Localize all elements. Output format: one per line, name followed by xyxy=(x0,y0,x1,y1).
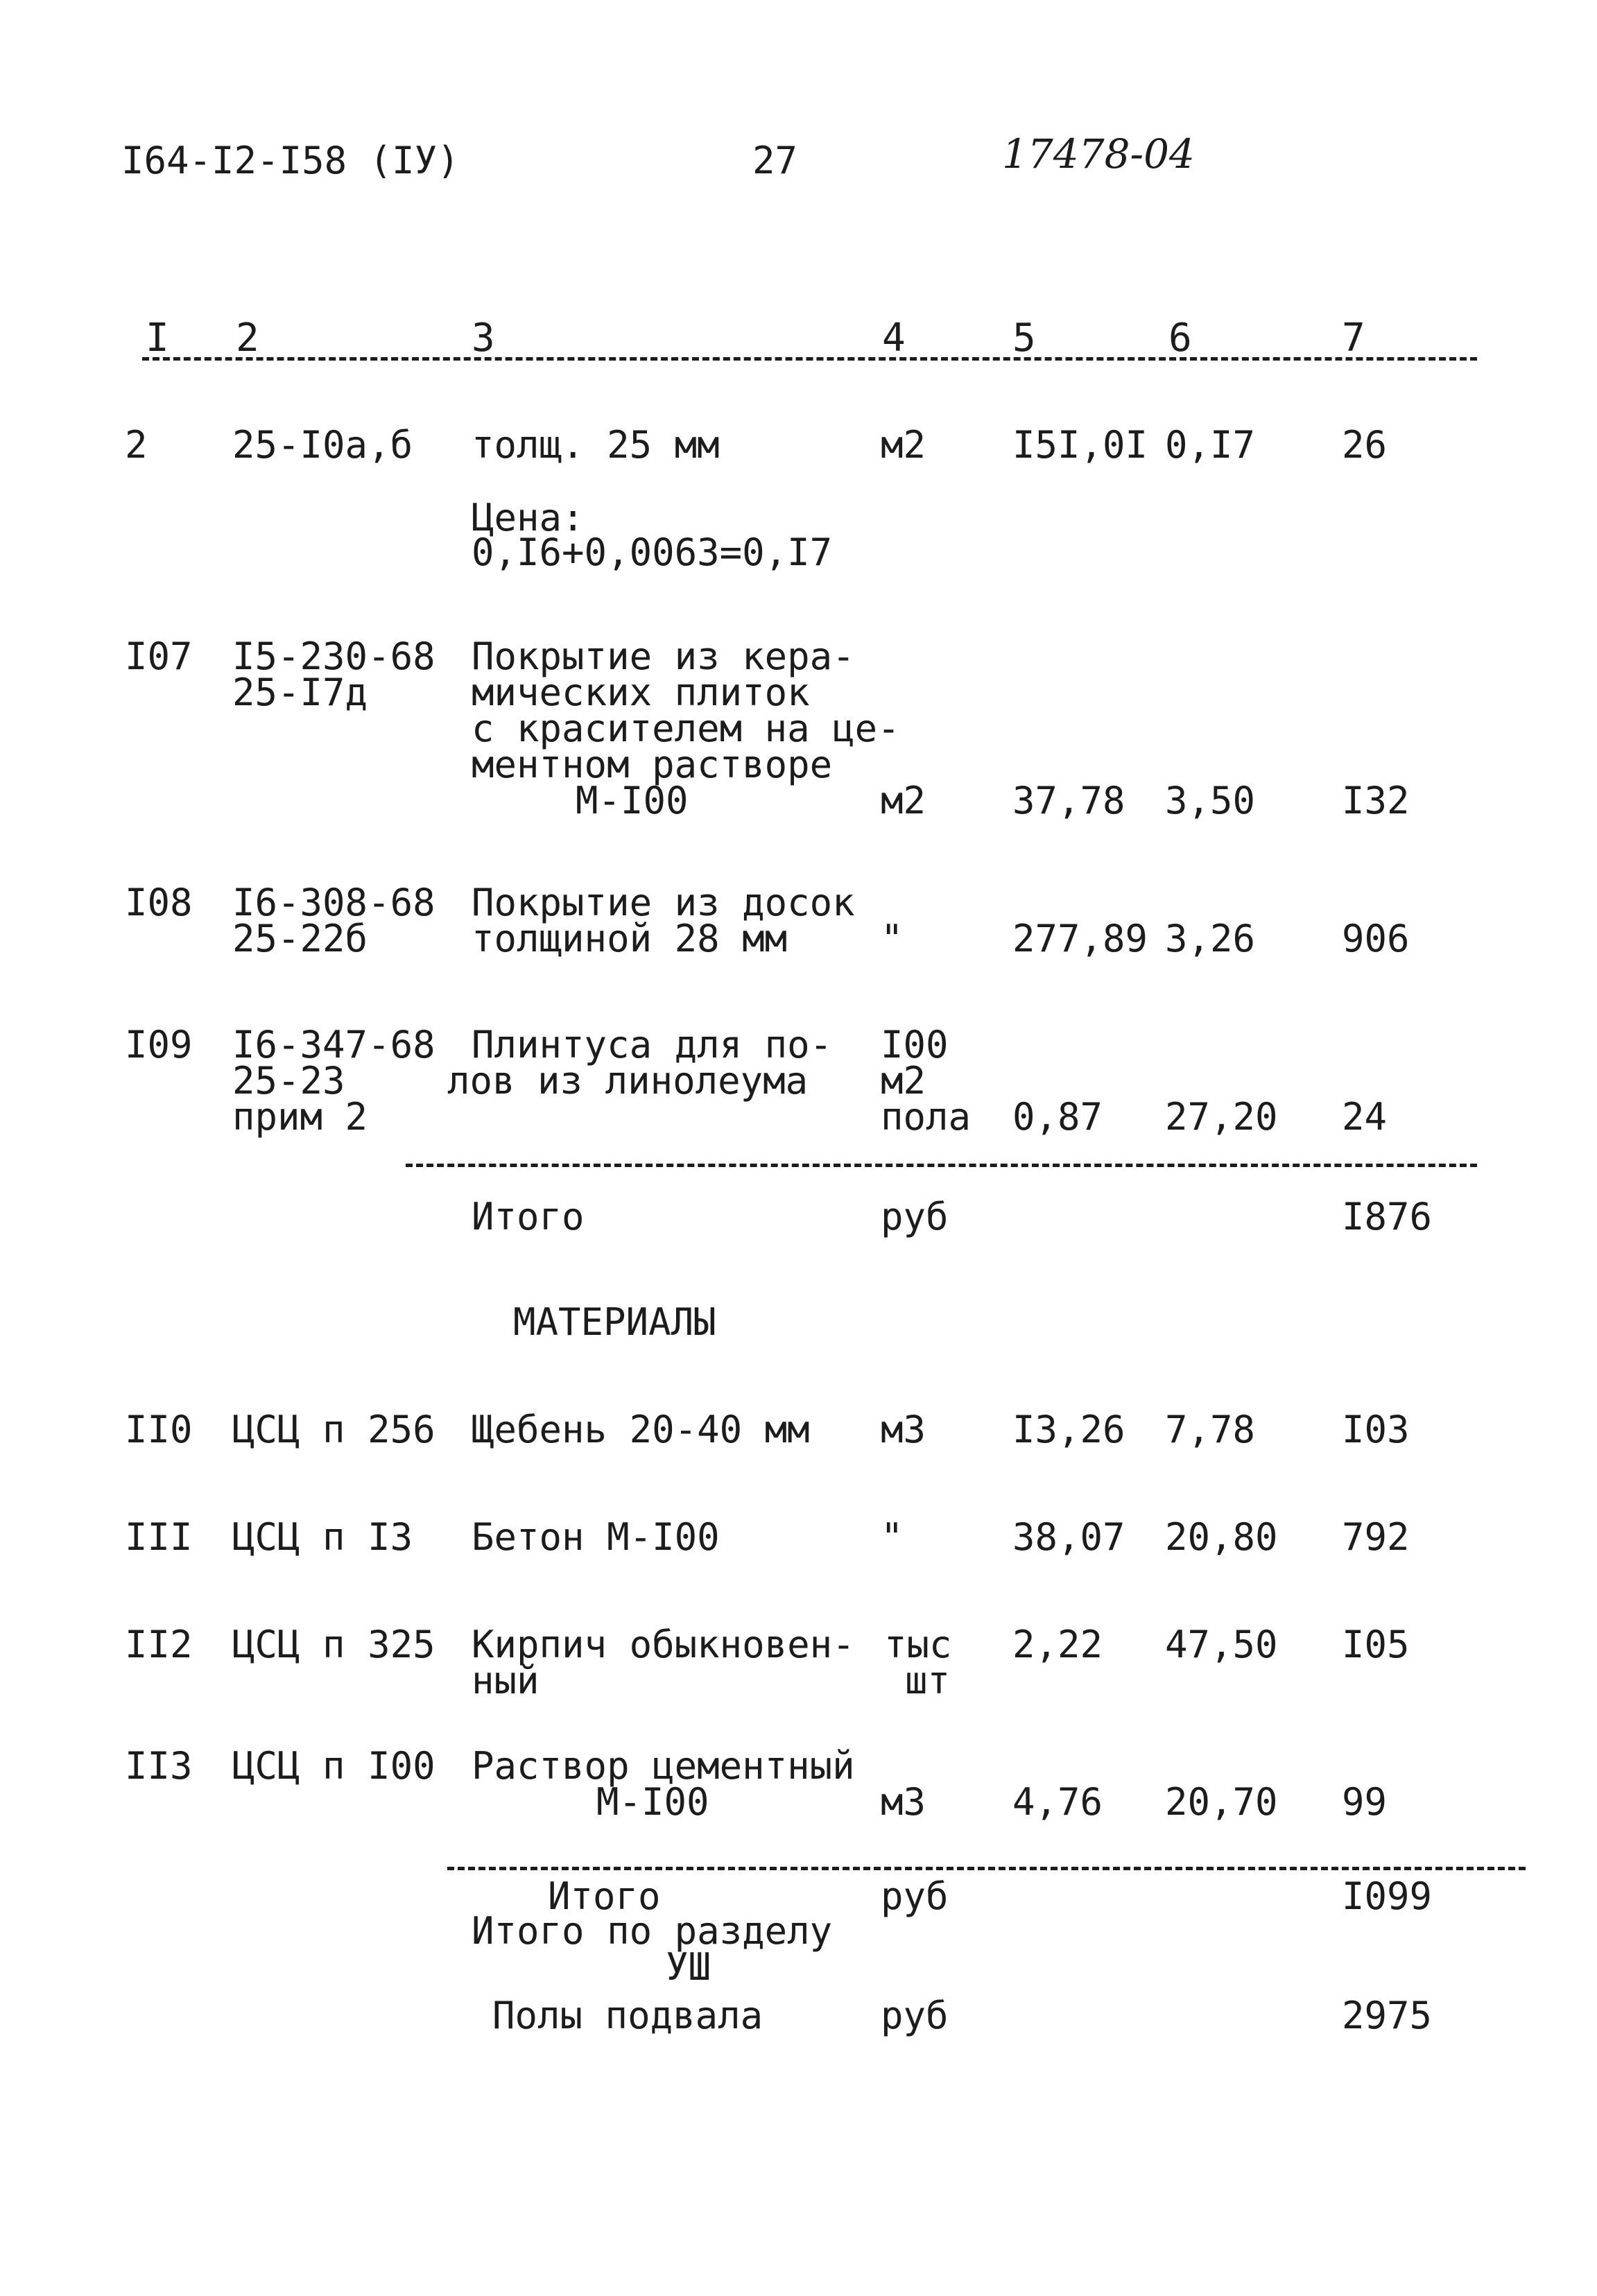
unit-price: 27,20 xyxy=(1165,1095,1278,1139)
work-name: М-I00 xyxy=(576,779,689,822)
column-number-4: 4 xyxy=(882,316,906,361)
quantity: I5I,0I xyxy=(1012,423,1148,467)
unit: " xyxy=(881,1515,904,1559)
dashed-separator xyxy=(406,1164,1477,1167)
unit-price: 47,50 xyxy=(1165,1623,1278,1666)
quantity: 4,76 xyxy=(1012,1780,1103,1824)
unit: м2 xyxy=(881,779,926,822)
total-cost: 26 xyxy=(1342,423,1388,467)
norm-code: прим 2 xyxy=(232,1095,368,1139)
price-list-code: ЦСЦ п I00 xyxy=(232,1744,435,1788)
price-list-code: ЦСЦ п 256 xyxy=(232,1408,435,1451)
unit: м2 xyxy=(881,423,926,467)
work-name: с красителем на це- xyxy=(472,707,900,750)
norm-code: 25-I0а,б xyxy=(232,423,413,467)
material-name: Раствор цементный xyxy=(472,1744,855,1788)
unit: тыс xyxy=(884,1623,952,1666)
quantity: 277,89 xyxy=(1012,917,1148,960)
column-number-3: 3 xyxy=(472,316,495,361)
quantity: I3,26 xyxy=(1012,1408,1125,1451)
column-header-dashed-rule xyxy=(142,357,1477,361)
row-number: I09 xyxy=(125,1023,193,1067)
norm-code: I6-347-68 xyxy=(232,1023,435,1067)
row-number: 2 xyxy=(125,423,148,467)
total-cost: 792 xyxy=(1342,1515,1410,1559)
section-title: МАТЕРИАЛЫ xyxy=(513,1300,716,1344)
row-number: II3 xyxy=(125,1744,193,1788)
work-name: ментном растворе xyxy=(472,743,833,786)
section-total-label: Итого по разделу xyxy=(472,1909,833,1953)
unit-price: 7,78 xyxy=(1165,1408,1256,1451)
unit: м3 xyxy=(881,1408,926,1451)
subtotal-label: Итого xyxy=(472,1195,585,1238)
norm-code: I6-308-68 xyxy=(232,881,435,924)
unit: м3 xyxy=(881,1780,926,1824)
unit: " xyxy=(881,917,904,960)
column-number-5: 5 xyxy=(1012,316,1036,361)
subtotal-total: I099 xyxy=(1342,1874,1433,1918)
work-name: толщ. 25 мм xyxy=(472,423,720,467)
material-name: Щебень 20-40 мм xyxy=(472,1408,810,1451)
column-number-1: I xyxy=(146,316,169,361)
work-name: Покрытие из досок xyxy=(472,881,855,924)
final-unit: руб xyxy=(881,1994,949,2037)
unit: пола xyxy=(881,1095,972,1139)
price-note-formula: 0,I6+0,0063=0,I7 xyxy=(472,530,833,574)
material-name: Кирпич обыкновен- xyxy=(472,1623,855,1666)
work-name: лов из линолеума xyxy=(447,1059,809,1103)
row-number: I07 xyxy=(125,635,193,678)
quantity: 37,78 xyxy=(1012,779,1125,822)
material-name: ный xyxy=(472,1659,539,1702)
unit-price: 3,50 xyxy=(1165,779,1256,822)
unit-price: 20,70 xyxy=(1165,1780,1278,1824)
unit-price: 0,I7 xyxy=(1165,423,1256,467)
quantity: 0,87 xyxy=(1012,1095,1103,1139)
unit-price: 3,26 xyxy=(1165,917,1256,960)
handwritten-number: 17478-04 xyxy=(1002,130,1195,178)
subtotal-unit: руб xyxy=(881,1195,949,1238)
quantity: 38,07 xyxy=(1012,1515,1125,1559)
total-cost: I32 xyxy=(1342,779,1410,822)
final-label: Полы подвала xyxy=(492,1994,763,2037)
page-number: 27 xyxy=(752,139,798,182)
row-number: I08 xyxy=(125,881,193,924)
norm-code: 25-23 xyxy=(232,1059,345,1103)
work-name: мических плиток xyxy=(472,671,810,714)
row-number: II0 xyxy=(125,1408,193,1451)
price-note-label: Цена: xyxy=(472,496,585,540)
column-number-6: 6 xyxy=(1168,316,1192,361)
work-name: толщиной 28 мм xyxy=(472,917,788,960)
subtotal-label: Итого xyxy=(548,1874,661,1918)
document-code: I64-I2-I58 (IУ) xyxy=(121,139,460,182)
quantity: 2,22 xyxy=(1012,1623,1103,1666)
norm-code: 25-I7д xyxy=(232,671,368,714)
total-cost: 24 xyxy=(1342,1095,1388,1139)
work-name: Покрытие из кера- xyxy=(472,635,855,678)
unit: I00 xyxy=(881,1023,949,1067)
material-name: Бетон М-I00 xyxy=(472,1515,720,1559)
unit: м2 xyxy=(881,1059,926,1103)
subtotal-total: I876 xyxy=(1342,1195,1433,1238)
total-cost: 906 xyxy=(1342,917,1410,960)
work-name: Плинтуса для по- xyxy=(472,1023,833,1067)
subtotal-unit: руб xyxy=(881,1874,949,1918)
dashed-separator xyxy=(447,1867,1526,1870)
material-name: М-I00 xyxy=(596,1780,709,1824)
total-cost: I03 xyxy=(1342,1408,1410,1451)
total-cost: 99 xyxy=(1342,1780,1388,1824)
norm-code: 25-22б xyxy=(232,917,368,960)
unit: шт xyxy=(905,1659,951,1702)
column-number-7: 7 xyxy=(1342,316,1365,361)
final-total: 2975 xyxy=(1342,1994,1433,2037)
row-number: II2 xyxy=(125,1623,193,1666)
price-list-code: ЦСЦ п I3 xyxy=(232,1515,413,1559)
row-number: III xyxy=(125,1515,193,1559)
total-cost: I05 xyxy=(1342,1623,1410,1666)
section-total-label: УШ xyxy=(666,1945,711,1989)
norm-code: I5-230-68 xyxy=(232,635,435,678)
column-number-2: 2 xyxy=(236,316,259,361)
unit-price: 20,80 xyxy=(1165,1515,1278,1559)
price-list-code: ЦСЦ п 325 xyxy=(232,1623,435,1666)
